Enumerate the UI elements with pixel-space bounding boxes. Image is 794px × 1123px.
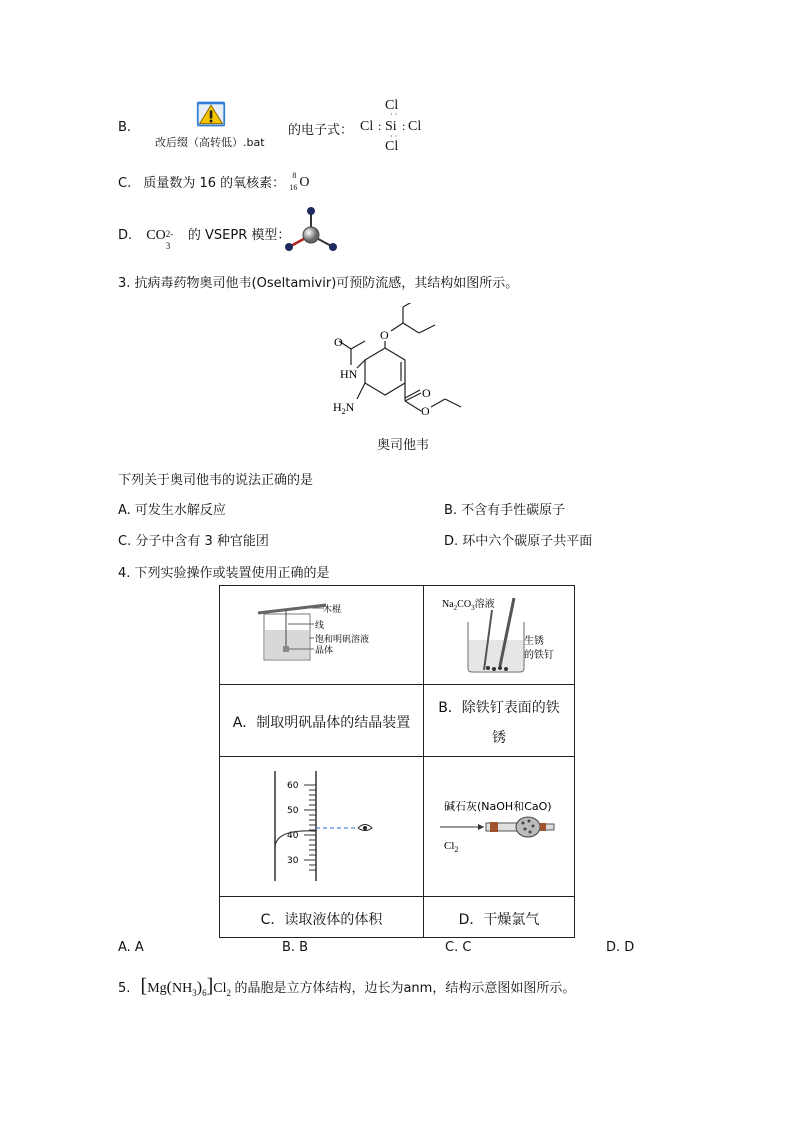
carbonate-ion: CO 2- 3 — [146, 228, 174, 251]
q5-number: 5. — [118, 981, 131, 996]
figure-a-cell — [220, 586, 424, 685]
item-b — [118, 120, 131, 135]
q4-answer-c[interactable]: C. C — [445, 940, 472, 955]
nuclide-mass: 8 — [292, 170, 297, 180]
amide-nh: HN — [340, 367, 358, 381]
label-thread: 线 — [315, 621, 325, 631]
item-b-text: 的电子式： — [288, 123, 354, 138]
carbonyl-oxygen-1: O — [334, 335, 343, 349]
label-crystal: 晶体 — [315, 646, 334, 656]
item-d-text: 的 VSEPR 模型： — [187, 228, 291, 243]
cell-b-label-2: 锈 — [492, 730, 506, 746]
oxygen-atom-top — [307, 207, 315, 215]
vsepr-model-figure — [282, 205, 342, 255]
warning-icon — [196, 100, 226, 128]
oseltamivir-structure — [325, 303, 475, 453]
ester-oxygen: O — [421, 404, 430, 418]
item-d — [118, 224, 291, 251]
experiment-table — [219, 585, 575, 938]
complex-formula: $[Mg(NH_3)_6]Cl_2$ — [140, 975, 231, 998]
amino-group: $H_2N$ — [333, 400, 355, 416]
tick-50: 50 — [287, 806, 299, 816]
item-c — [118, 172, 313, 193]
tick-60: 60 — [287, 781, 299, 791]
nuclide-atomic: 16 — [289, 182, 298, 192]
cell-a[interactable] — [220, 685, 424, 757]
oxygen-atom-left — [285, 243, 293, 251]
q3-stem: 3. 抗病毒药物奥司他韦(Oseltamivir)可预防流感，其结构如图所示。 — [118, 276, 519, 291]
cell-c-label: C．读取液体的体积 — [260, 912, 383, 928]
label-rust-1: 生锈 — [524, 636, 544, 647]
cl-top: Cl — [385, 98, 399, 113]
dots-top: ·· — [390, 110, 400, 119]
oxygen-atom-right — [329, 243, 337, 251]
cl-right: Cl — [408, 119, 422, 134]
label-solution: 饱和明矾溶液 — [315, 635, 370, 645]
q5-stem — [118, 975, 575, 998]
q4-answer-b[interactable]: B. B — [282, 940, 309, 955]
q3-question: 下列关于奥司他韦的说法正确的是 — [118, 473, 314, 488]
label-rust-2: 的铁钉 — [524, 650, 554, 661]
graduated-cylinder-figure — [220, 757, 423, 892]
figure-d-cell — [424, 757, 575, 897]
cell-b-label-1: B．除铁钉表面的铁 — [438, 700, 560, 716]
q3-option-b[interactable]: B. 不含有手性碳原子 — [444, 503, 566, 518]
nuclide-symbol: O — [299, 174, 310, 190]
tick-30: 30 — [287, 856, 299, 866]
item-d-label: D. — [118, 228, 133, 243]
label-soda-lime: 碱石灰(NaOH和CaO) — [444, 800, 552, 813]
rusty-nail-figure — [424, 586, 574, 680]
carbonyl-oxygen-2: O — [422, 386, 431, 400]
label-stick: 木棍 — [323, 605, 342, 615]
figure-c-cell — [220, 757, 424, 897]
dots-right: : — [402, 119, 406, 133]
cell-c[interactable] — [220, 897, 424, 938]
ether-oxygen: O — [380, 328, 389, 342]
cell-d-label: D．干燥氯气 — [458, 912, 540, 928]
cell-a-label: A．制取明矾晶体的结晶装置 — [232, 715, 411, 731]
dots-left: : — [378, 119, 382, 133]
bat-file-icon[interactable] — [196, 100, 236, 130]
q3-option-a[interactable]: A. 可发生水解反应 — [118, 503, 226, 518]
label-chlorine: $Cl_2$ — [444, 840, 459, 854]
item-c-label: C. — [118, 176, 132, 191]
q4-stem: 4. 下列实验操作或装置使用正确的是 — [118, 566, 330, 581]
eye-icon — [358, 825, 372, 831]
q5-text: 的晶胞是立方体结构，边长为anm，结构示意图如图所示。 — [234, 981, 576, 996]
bat-file-label: 改后缀（高转低）.bat — [155, 136, 265, 149]
q4-answer-d[interactable]: D. D — [606, 940, 635, 955]
cl-left: Cl — [360, 119, 374, 134]
dots-bottom: ·· — [390, 132, 400, 141]
sicl4-electron-formula — [360, 98, 430, 156]
item-b-label: B. — [118, 120, 132, 135]
oseltamivir-caption: 奥司他韦 — [377, 438, 430, 453]
si-center: Si — [385, 119, 397, 134]
q3-option-c[interactable]: C. 分子中含有 3 种官能团 — [118, 534, 269, 549]
cell-d[interactable] — [424, 897, 575, 938]
cell-b[interactable] — [424, 685, 575, 757]
item-c-text: 质量数为 16 的氧核素： — [143, 176, 286, 191]
carbon-atom-center — [303, 227, 319, 243]
cl-bottom: Cl — [385, 139, 399, 154]
q3-option-d[interactable]: D. 环中六个碳原子共平面 — [444, 534, 593, 549]
figure-b-cell — [424, 586, 575, 685]
crystallization-figure — [220, 586, 423, 680]
drying-tube-figure — [424, 757, 574, 892]
q4-answer-a[interactable]: A. A — [118, 940, 144, 955]
tick-40: 40 — [287, 831, 299, 841]
label-reagent: $Na_2CO_3$溶液 — [442, 599, 495, 612]
oxygen-nuclide — [289, 170, 313, 193]
